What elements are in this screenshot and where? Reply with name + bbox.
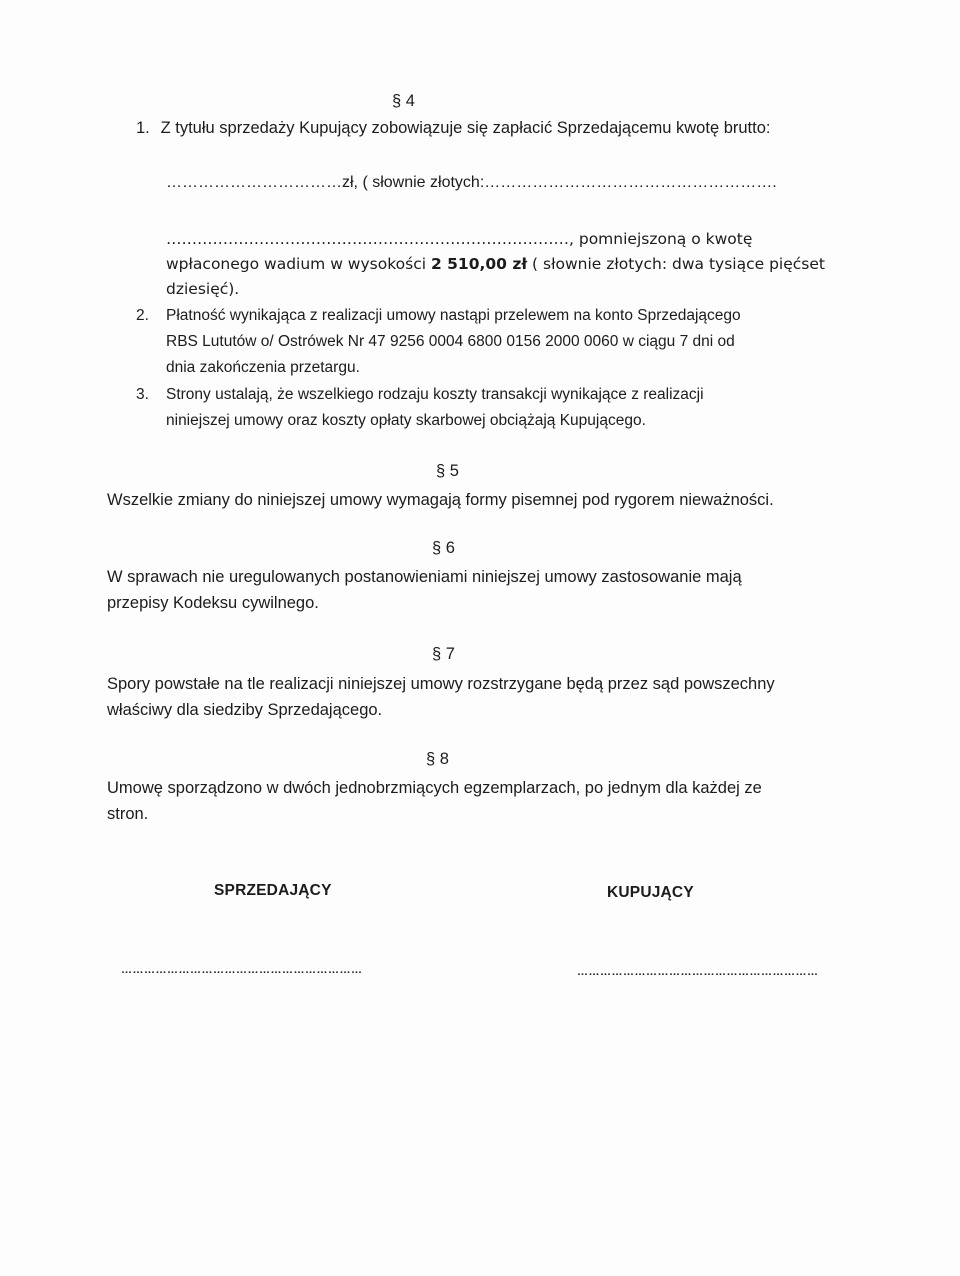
item-2-number: 2. bbox=[136, 307, 149, 324]
item-1-line-2: ……………………………zł, ( słownie złotych:………………………………………………. bbox=[166, 174, 777, 191]
section-8-line-1: Umowę sporządzono w dwóch jednobrzmiących egzemplarzach, po jednym dla każdej ze bbox=[107, 779, 762, 797]
item-2-line-2: RBS Lututów o/ Ostrówek Nr 47 9256 0004 6800 0156 2000 0060 w ciągu 7 dni od bbox=[166, 333, 735, 350]
item-1-line-3: ……………………………………………………………………, pomniejszoną o kwotę bbox=[166, 230, 753, 248]
buyer-label: KUPUJĄCY bbox=[607, 884, 694, 901]
wadium-amount: 2 510,00 zł bbox=[430, 255, 528, 273]
section-6-line-1: W sprawach nie uregulowanych postanowieniami niniejszej umowy zastosowanie mają bbox=[107, 568, 742, 586]
item-1-line-5: dziesięć). bbox=[166, 280, 240, 298]
item-2-line-3: dnia zakończenia przetargu. bbox=[166, 359, 360, 376]
section-4-item-1 bbox=[136, 115, 770, 141]
section-8-heading: § 8 bbox=[426, 750, 449, 768]
item-1-line-4 bbox=[166, 251, 825, 277]
section-5-heading: § 5 bbox=[436, 462, 459, 480]
item-3-line-2: niniejszej umowy oraz koszty opłaty skarbowej obciążają Kupującego. bbox=[166, 412, 646, 429]
item-1-text: Z tytułu sprzedaży Kupujący zobowiązuje się zapłacić Sprzedającemu kwotę brutto: bbox=[160, 119, 771, 137]
wadium-words: ( słownie złotych: dwa tysiące pięćset bbox=[527, 255, 825, 273]
section-6-line-2: przepisy Kodeksu cywilnego. bbox=[107, 594, 319, 612]
item-2-line-1: Płatność wynikająca z realizacji umowy nastąpi przelewem na konto Sprzedającego bbox=[166, 307, 741, 324]
wadium-text: wpłaconego wadium w wysokości bbox=[166, 255, 431, 273]
item-1-number: 1. bbox=[136, 119, 150, 137]
item-3-line-1: Strony ustalają, że wszelkiego rodzaju koszty transakcji wynikające z realizacji bbox=[166, 386, 704, 403]
buyer-signature-line: ……………………………………………………… bbox=[577, 966, 819, 978]
section-4-heading: § 4 bbox=[392, 92, 415, 110]
seller-label: SPRZEDAJĄCY bbox=[214, 882, 332, 899]
section-7-heading: § 7 bbox=[432, 645, 455, 663]
section-6-heading: § 6 bbox=[432, 539, 455, 557]
item-1-line-1 bbox=[136, 115, 770, 141]
section-8-line-2: stron. bbox=[107, 805, 149, 823]
section-4-item-3 bbox=[136, 382, 704, 408]
item-3-number: 3. bbox=[136, 386, 149, 403]
section-7-line-1: Spory powstałe na tle realizacji niniejszej umowy rozstrzygane będą przez sąd powszechny bbox=[107, 675, 775, 693]
section-4-item-2 bbox=[136, 303, 741, 329]
section-5-text: Wszelkie zmiany do niniejszej umowy wymagają formy pisemnej pod rygorem nieważności. bbox=[107, 491, 774, 509]
section-7-line-2: właściwy dla siedziby Sprzedającego. bbox=[107, 701, 383, 719]
seller-signature-line: ……………………………………………………… bbox=[121, 964, 363, 976]
